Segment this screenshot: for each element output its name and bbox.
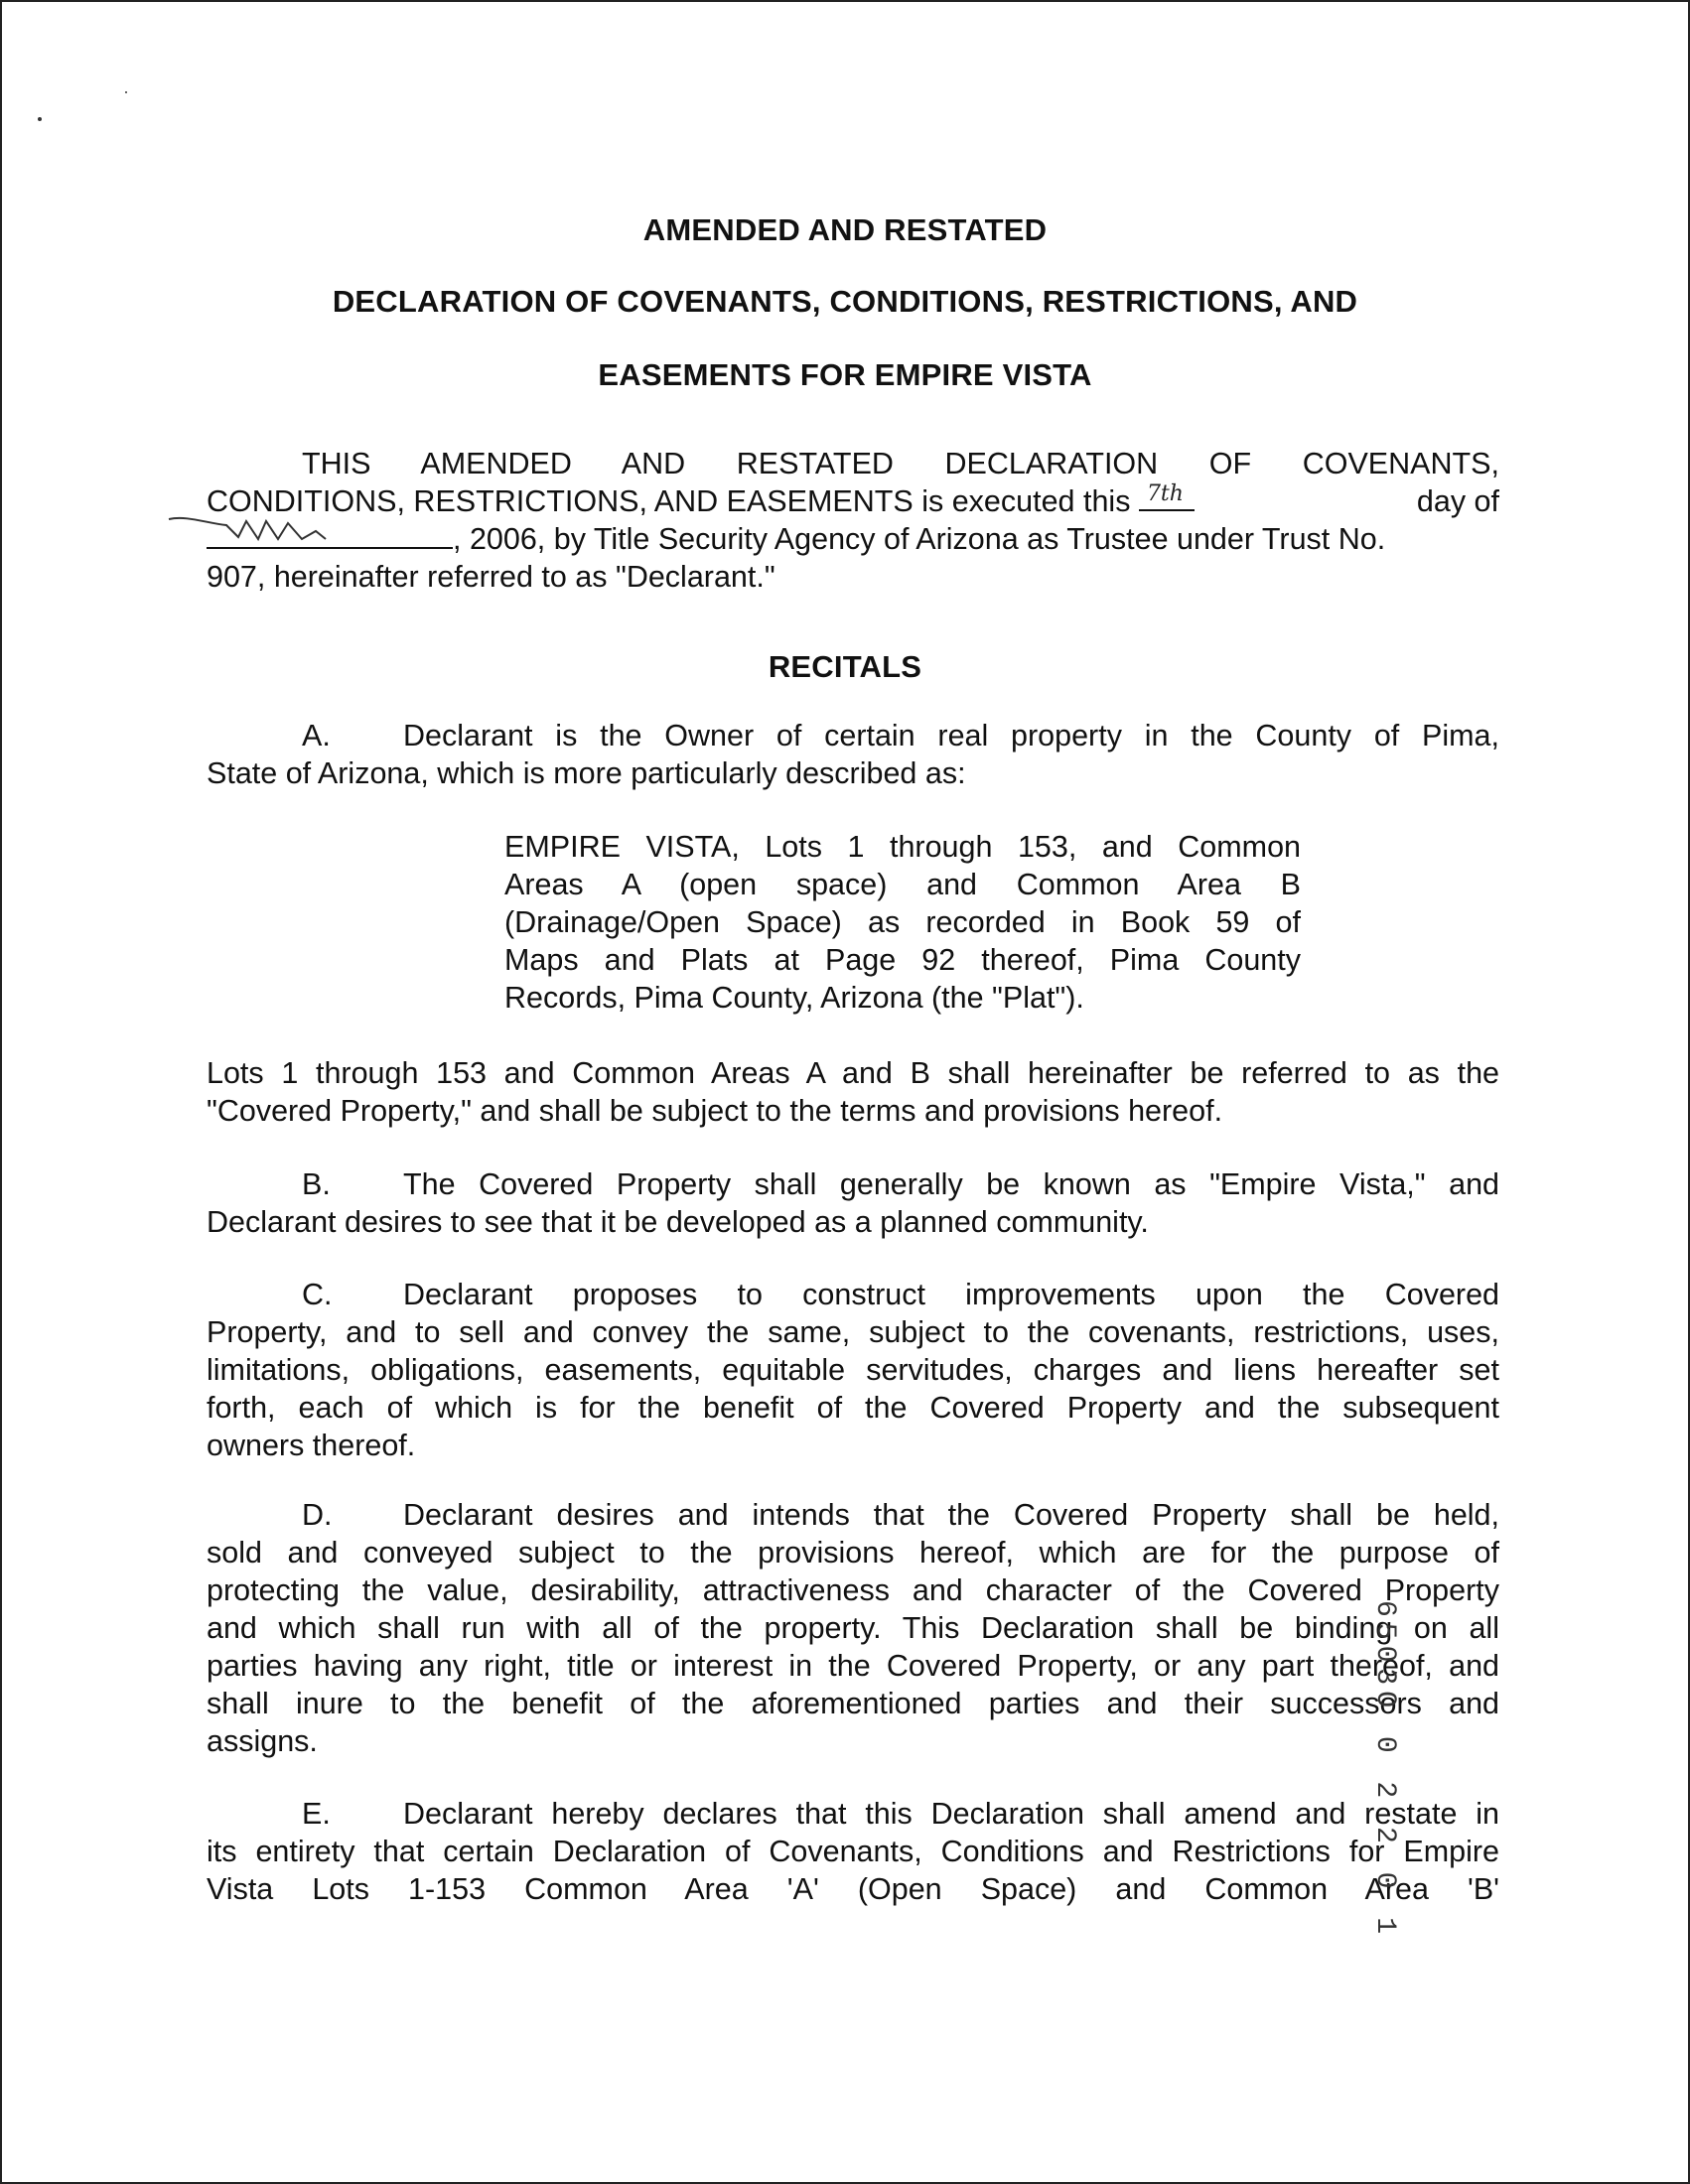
legal-line: Maps and Plats at Page 92 thereof, Pima County <box>504 943 1301 977</box>
recital-line: its entirety that certain Declaration of Covenants, Conditions and Restrictions for Empire <box>207 1835 1499 1868</box>
intro-text: THIS AMENDED AND RESTATED DECLARATION OF COVENANTS, <box>302 447 1499 480</box>
recital-b <box>207 1165 1499 1241</box>
scan-border-top <box>0 0 1690 2</box>
recording-number-text: 6503O 0 2 2 0 1 <box>1369 1600 1400 1941</box>
recital-line: Declarant desires to see that it be developed as a planned community. <box>207 1205 1149 1239</box>
recital-d <box>207 1496 1499 1760</box>
intro-line: 907, hereinafter referred to as "Declarant." <box>207 560 775 594</box>
recital-line: parties having any right, title or interest in the Covered Property, or any part thereof, and <box>207 1649 1499 1683</box>
intro-text: , 2006, by Title Security Agency of Arizona as Trustee under Trust No. <box>453 522 1386 556</box>
scan-speck <box>125 91 127 93</box>
recording-number-stamp <box>1356 1600 1416 1941</box>
intro-text: CONDITIONS, RESTRICTIONS, AND EASEMENTS is executed this <box>207 484 1131 518</box>
recital-line: forth, each of which is for the benefit of the Covered Property and the subsequent <box>207 1391 1499 1425</box>
recital-letter: B. <box>302 1167 331 1201</box>
legal-line: Areas A (open space) and Common Area B <box>504 868 1301 901</box>
handwritten-month-signature <box>167 509 405 549</box>
paragraph-line: Lots 1 through 153 and Common Areas A and B shall hereinafter be referred to as the <box>207 1056 1499 1090</box>
title-line-3: EASEMENTS FOR EMPIRE VISTA <box>598 357 1092 392</box>
recital-line: and which shall run with all of the property. This Declaration shall be binding on all <box>207 1611 1499 1645</box>
recital-line: Property, and to sell and convey the same, subject to the covenants, restrictions, uses, <box>207 1315 1499 1349</box>
recital-line: assigns. <box>207 1724 318 1758</box>
recital-e <box>207 1795 1499 1908</box>
recital-text: The Covered Property shall generally be known as "Empire Vista," and <box>403 1167 1499 1201</box>
recitals-heading: RECITALS <box>768 649 922 684</box>
recital-line: Vista Lots 1-153 Common Area 'A' (Open Space) and Common Area 'B' <box>207 1872 1499 1906</box>
intro-paragraph <box>207 445 1499 596</box>
recital-line <box>207 1276 1499 1313</box>
recital-letter: D. <box>302 1498 333 1532</box>
legal-line: Records, Pima County, Arizona (the "Plat"). <box>504 981 1084 1015</box>
legal-description <box>504 828 1301 1017</box>
scan-speck <box>38 117 42 121</box>
title-line-2: DECLARATION OF COVENANTS, CONDITIONS, RESTRICTIONS, AND <box>332 284 1358 319</box>
recital-a <box>207 717 1499 792</box>
paragraph-line: "Covered Property," and shall be subject to the terms and provisions hereof. <box>207 1094 1223 1128</box>
recital-line: shall inure to the benefit of the aforementioned parties and their successors and <box>207 1687 1499 1720</box>
scan-border-left <box>0 0 2 2184</box>
recital-line <box>207 717 1499 754</box>
day-blank <box>1139 481 1195 511</box>
recital-text: Declarant is the Owner of certain real property in the County of Pima, <box>403 719 1499 752</box>
intro-line <box>207 520 1499 558</box>
recital-letter: C. <box>302 1278 333 1311</box>
recital-line: State of Arizona, which is more particularly described as: <box>207 756 966 790</box>
month-blank <box>207 523 453 549</box>
recital-letter: E. <box>302 1797 331 1831</box>
legal-line: (Drainage/Open Space) as recorded in Book 59 of <box>504 905 1301 939</box>
title-line-1: AMENDED AND RESTATED <box>642 212 1048 247</box>
intro-line <box>207 445 1499 482</box>
recital-text: Declarant hereby declares that this Declaration shall amend and restate in <box>403 1797 1499 1831</box>
legal-line: EMPIRE VISTA, Lots 1 through 153, and Common <box>504 830 1301 864</box>
recital-line <box>207 1795 1499 1833</box>
recital-text: Declarant proposes to construct improvements upon the Covered <box>403 1278 1499 1311</box>
handwritten-day: 7th <box>1146 481 1184 506</box>
recital-line: sold and conveyed subject to the provisions hereof, which are for the purpose of <box>207 1536 1499 1570</box>
recital-text: Declarant desires and intends that the Covered Property shall be held, <box>403 1498 1499 1532</box>
recital-line <box>207 1496 1499 1534</box>
recital-line: owners thereof. <box>207 1429 416 1462</box>
recital-letter: A. <box>302 719 331 752</box>
recital-line <box>207 1165 1499 1203</box>
recital-line: limitations, obligations, easements, equitable servitudes, charges and liens hereafter set <box>207 1353 1499 1387</box>
intro-text: day of <box>1416 484 1499 518</box>
recital-c <box>207 1276 1499 1464</box>
recital-line: protecting the value, desirability, attractiveness and character of the Covered Property <box>207 1573 1499 1607</box>
covered-property-paragraph <box>207 1054 1499 1130</box>
